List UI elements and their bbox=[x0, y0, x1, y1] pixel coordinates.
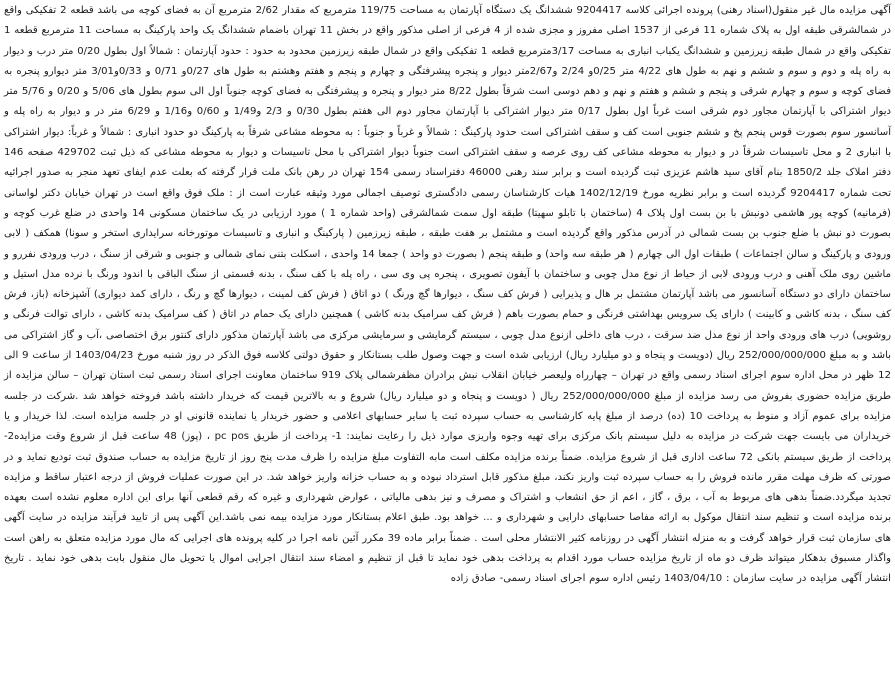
auction-notice-text: آگهی مزایده مال غیر منقول(اسناد رهنی) پرونده اجرائی کلاسه 9204417 ششدانگ یک دستگاه آپارتمان به مساحت 119/75 مترمربع که مقدار 2/62 مترمربع آن به فضای کوچه می باشد قطعه 2 تفکیکی واقع در شمالشرقی طبقه اول به پلاک شماره 11 فرعی از 1537 اصلی مفروز و مجزی شده از 4 فرعی از اصلی مذکور واقع در بخش 11 تهران باضمام ششدانگ یک واحد پارکینگ به مساحت 11 مترمربع قطعه 1 تفکیکی واقع در شمال طبقه زیرزمین و ششدانگ یکباب انباری به مساحت 3/17مترمربع قطعه 1 تفکیکی واقع در شمال طبقه زیرزمین محدود به حدود : حدود آپارتمان : شمالاً اول بطول 0/20 متر درب و دیوار به راه پله و دوم و سوم و ششم و نهم به طول های 4/22 متر 0/25و 2/24 و2/67متر دیوار و پنجره پیشرفتگی و چهارم و پنجم و هفتم وهشتم به طول های 0/27و 0/71 و 0/33و3/01 متر دیوارو پنجره به فضای کوچه و سوم و چهارم شرقی و پنجم و ششم و هفتم و نهم و دهم دوسی است شرقاً بطول 8/22 متر دیوار و پنجره و پیشرفتگی به فضای کوچه جنوباً اول الی سوم بطول های 5/06 و 0/20 و 5/76 متر دیوار اشتراکی با آپارتمان مجاور دوم شرقی است غرباً اول بطول 0/17 متر دیوار اشتراکی با آپارتمان مجاور دوم الی هفتم بطول 0/30 و 2/3 و1/49 و 0/60 و1/16 و 6/29 متر در و دیوار به راه پله و آسانسور سوم بصورت قوس پنجم پخ و ششم جنوبی است کف و سقف اشتراکی است حدود پارکینگ : شمالاً و غرباً و جنوباً : به محوطه مشاعی شرقاً به پارکینگ دو حدود انباری : شمالاً و غرباً: دیوار اشتراکی با انباری 2 و محل تاسیسات شرقاً در و دیوار به محوطه مشاعی کف روی عرصه و سقف اشتراکی است جنوباً دیوار اشتراکی با محل تاسیسات و دیوار به محوطه مشاعی که ذیل ثبت 429702 صفحه 146 دفتر املاک جلد 1850/2 بنام آقای سید هاشم عزیزی ثبت گردیده است و برابر سند رهنی 46000 دفتراسناد رسمی 154 تهران در رهن بانک ملت قرار گرفته که بعلت عدم ایفای تعهد منجر به صدور اجرائیه تحت شماره 9204417 گردیده است و برابر نظریه مورخ 1402/12/19 هیات کارشناسان رسمی دادگستری توصیف اجمالی مورد وثیقه عبارت است از : ملک فوق واقع است در تهران خیابان دکتر لواسانی (فرمانیه) کوچه پور هاشمی دونبش با بن بست اول پلاک 4 (ساختمان با تابلو سهیتا) طبقه اول سمت شمالشرقی (واحد شماره 1 ) مورد ارزیابی در یک ساختمان مسکونی 14 واحدی در ضلع غرب کوچه و بصورت دو نبش با ضلع جنوب بن بست شمالی در آدرس مذکور واقع گردیده است و مشتمل بر هفت طبقه ، طبقه زیرزمین ( پارکینگ و انباری و تاسیسات موتورخانه سرایداری استخر و سونا) همکف ( لابی ورودی و پارکینگ و سالن اجتماعات ) طبقات اول الی چهارم ( هر طبقه سه واحد) و طبقه پنجم ( بصورت دو واحد ) جمعا 14 واحدی ، اسکلت بتنی نمای شمالی و جنوبی و شرقی از سنگ ، درب ورودی نفررو و ماشین روی ملک آهنی و درب ورودی لابی از حیاط از نوع مدل چوبی و ساختمان با آیفون تصویری ، پنجره پی وی سی ، راه پله با کف سنگ ، بدنه قسمتی از سنگ الباقی با اندود ورنگ با نرده مدل استیل و ساختمان دارای دو دستگاه آسانسور می باشد آپارتمان مشتمل بر هال و پذیرایی ( فرش کف سنگ ، دیوارها گچ ورنگ ) دو اتاق ( فرش کف لمینت ، دیوارها گچ و رنگ ، دارای کمد دیواری) آشپزخانه (باز، فرش کف سنگ ، بدنه کاشی و کابینت ) دارای یک سرویس بهداشتی فرنگی و حمام بصورت باهم ( فرش کف سرامیک بدنه کاشی ) همچنین دارای یک حمام در اتاق ( کف سرامیک بدنه کاشی ، دارای توالت فرنگی و روشویی) درب های ورودی واحد از نوع مدل ضد سرقت ، درب های داخلی ازنوع مدل چوبی ، سیستم گرمایشی و سرمایشی مرکزی می باشد آپارتمان مذکور دارای کنتور برق اختصاصی ،آب و گاز اشتراکی می باشد و به مبلغ 252/000/000/000 ریال (دویست و پنجاه و دو میلیارد ریال) ارزیابی شده است و جهت وصول طلب بستانکار و حقوق دولتی کلاسه فوق الذکر در روز شنبه مورخ 1403/04/23 از ساعت 9 الی 12 ظهر در محل اداره سوم اجرای اسناد رسمی واقع در تهران – چهارراه ولیعصر خیابان انقلاب نبش برادران مظفرشمالی پلاک 919 ساختمان معاونت اجرای اسناد رسمی ثبت استان تهران – سالن مزایده از طریق مزایده حضوری بفروش می رسد مزایده از مبلغ 252/000/000/000 ریال ( دویست و پنجاه و دو میلیارد ریال) شروع و به بالاترین قیمت که خریدار داشته باشد فروخته خواهد شد .شرکت در جلسه مزایده برای عموم آزاد و منوط به پرداخت 10 (ده) درصد از مبلغ پایه کارشناسی به حساب سپرده ثبت یا سایر حسابهای اعلامی و حضور خریدار یا نماینده قانونی او در جلسه مزایده است. لذا خریدار و یا خریداران می بایست جهت شرکت در مزایده به دلیل سیستم بانک مرکزی برای تهیه وجوه واریزی موارد ذیل را رعایت نمایند: 1- پرداخت از طریق pc pos ، (پوز) 48 ساعت قبل از شروع وقت مزایده2- پرداخت از طریق سیستم بانکی 72 ساعت اداری قبل از شروع مزایده. ضمناً برنده مزایده مکلف است مابه التفاوت مبلغ مزایده را ظرف مدت پنج روز از تاریخ مزایده به حساب صندوق ثبت تودیع نماید و در صورتی که ظرف مهلت مقرر مانده فروش را به حساب سپرده ثبت واریز نکند، مبلغ مذکور قابل استرداد نبوده و به حساب خزانه واریز خواهد شد. در این صورت عملیات فروش از درجه اعتبار ساقط و مزایده تجدید میگردد.ضمناً بدهی های مربوط به آب ، برق ، گاز ، اعم از حق انشعاب و اشتراک و مصرف و نیز بدهی مالیاتی ، عوارض شهرداری و غیره که رقم قطعی آنها برای این اداره معلوم نشده است بعهده برنده مزایده است و تنظیم سند انتقال موکول به ارائه مفاصا حسابهای دارایی و شهرداری و ... خواهد بود. طبق اعلام بستانکار مورد مزایده بیمه نمی باشد.این آگهی پس از تایید فرآیند مزایده در سایت آگهی های سازمان ثبت قرار خواهد گرفت و به منزله انتشار آگهی در روزنامه کثیر الانتشار محلی است . ضمناً برابر ماده 39 مکرر آئین نامه اجرا در کلیه پرونده های اجرایی که مال مورد مزایده متعلق به راهن است واگذار مسبوق بدهکار میتواند ظرف دو ماه از تاریخ مزایده حساب مورد اقدام به پرداخت بدهی خود نماید تا قبل از تنظیم و امضاء سند انتقال اجرایی اموال یا تحویل مال منقول بابت بدهی خود نماید . تاریخ انتشار آگهی مزایده در سایت سازمان : 1403/04/10 رئیس اداره سوم اجرای اسناد رسمی- صادق زاده bbox=[4, 5, 892, 585]
